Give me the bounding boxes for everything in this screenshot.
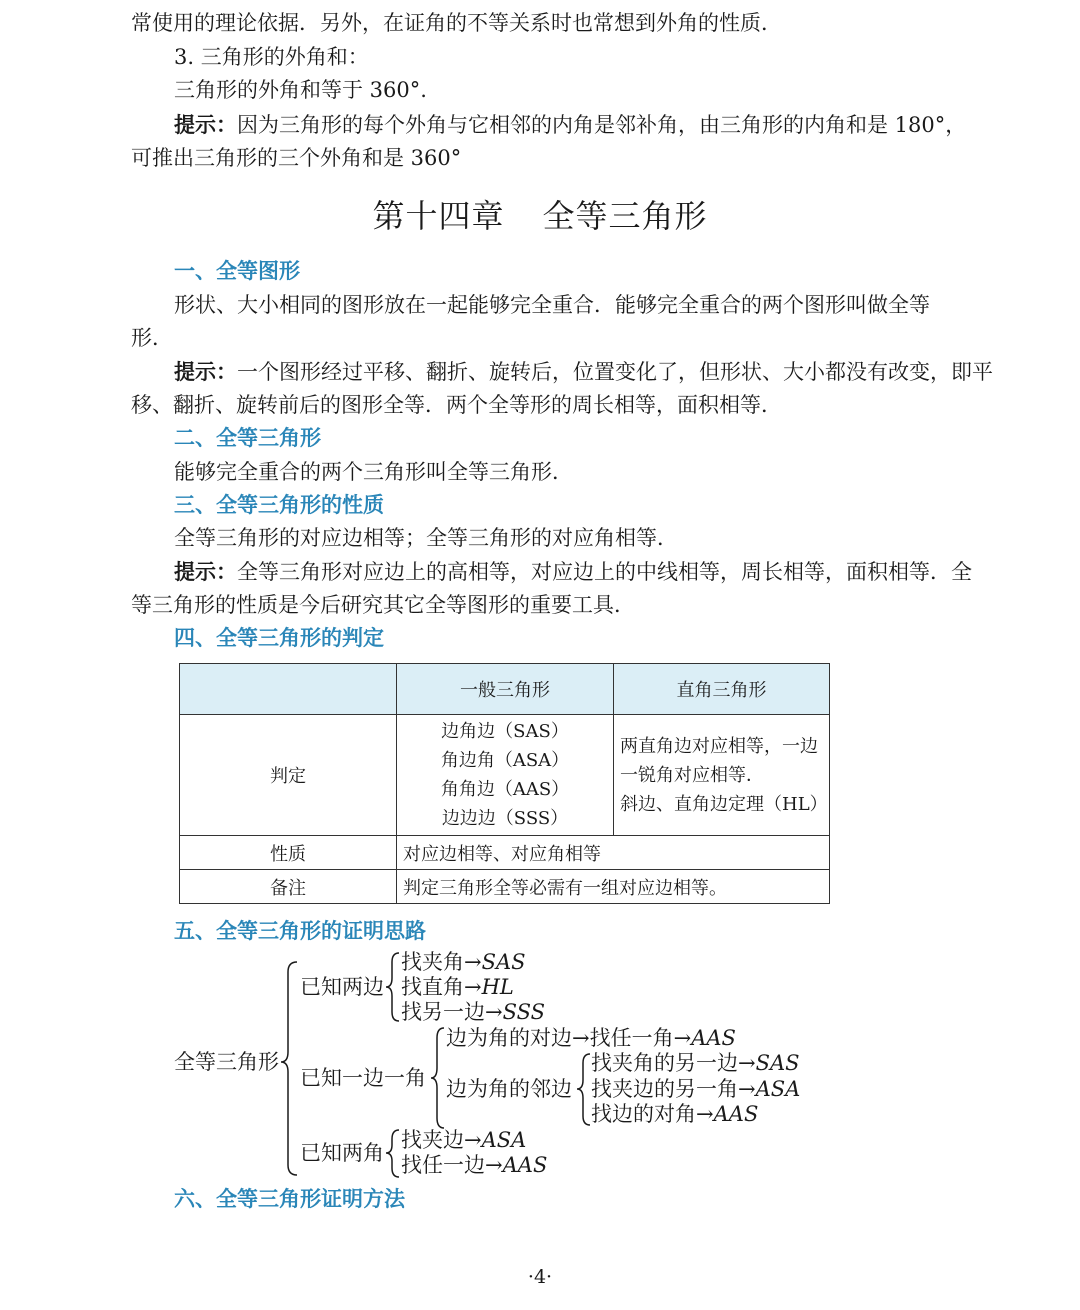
leaf-text: 找任一边→ (401, 1153, 503, 1177)
tree-branch-label: 已知两边 (300, 975, 384, 999)
brace-root (281, 962, 297, 1175)
tree-leaf (401, 950, 526, 975)
leaf-abbr: ASA (481, 1128, 527, 1152)
criterion: 角角边（AAS） (440, 779, 570, 800)
hint-text: 因为三角形的每个外角与它相邻的内角是邻补角，由三角形的内角和是 180°， (237, 113, 967, 137)
criterion: 两直角边对应相等，一边 (620, 735, 818, 757)
table-cell: 判定 (180, 715, 397, 836)
table-cell: 备注 (180, 870, 397, 904)
paragraph-line: 三角形的外角和等于 360°. (174, 78, 427, 102)
leaf-abbr: SAS (481, 950, 526, 974)
paragraph-line: 形状、大小相同的图形放在一起能够完全重合．能够完全重合的两个图形叫做全等 (174, 293, 930, 317)
leaf-abbr: AAS (713, 1102, 759, 1126)
table-cell: 对应边相等、对应角相等 (397, 836, 830, 870)
paragraph-line: 能够完全重合的两个三角形叫全等三角形． (174, 460, 573, 484)
section-heading: 五、全等三角形的证明思路 (174, 919, 426, 943)
brace-side-angle (431, 1028, 444, 1128)
tree-branch-label: 已知一边一角 (300, 1066, 426, 1090)
table-cell: 判定三角形全等必需有一组对应边相等。 (397, 870, 830, 904)
hint-text: 全等三角形对应边上的高相等，对应边上的中线相等，周长相等，面积相等．全 (237, 560, 972, 584)
brace-adjacent (577, 1054, 590, 1125)
criterion: 斜边、直角边定理（HL） (620, 793, 828, 815)
paragraph-line: 常使用的理论依据．另外，在证角的不等关系时也常想到外角的性质． (131, 11, 782, 35)
leaf-abbr: SAS (755, 1051, 800, 1075)
chapter-number: 第十四章 (372, 197, 505, 235)
section-heading: 三、全等三角形的性质 (174, 493, 384, 517)
leaf-abbr: HL (481, 975, 514, 999)
tree-leaf (591, 1077, 800, 1102)
leaf-abbr: AAS (502, 1153, 548, 1177)
tree-leaf (591, 1051, 800, 1076)
table-cell: 性质 (180, 836, 397, 870)
page-number: ·4· (527, 1266, 553, 1288)
table-header-cell: 直角三角形 (614, 664, 830, 715)
leaf-text: 找夹角→ (401, 950, 482, 974)
brace-two-sides (386, 953, 399, 1021)
leaf-text: 边为角的对边→找任一角→ (446, 1026, 692, 1050)
tree-leaf (446, 1026, 736, 1051)
tree-leaf (401, 1000, 545, 1025)
chapter-name: 全等三角形 (542, 197, 708, 235)
leaf-abbr: AAS (691, 1026, 736, 1050)
brace-two-angles (386, 1130, 399, 1177)
tree-leaf (401, 1153, 547, 1178)
paragraph-line: 全等三角形的对应边相等；全等三角形的对应角相等． (174, 526, 678, 550)
leaf-abbr: SSS (502, 1000, 546, 1024)
tree-root: 全等三角形 (174, 1050, 279, 1074)
leaf-text: 找直角→ (401, 975, 482, 999)
leaf-text: 找夹边的另一角→ (591, 1077, 756, 1101)
leaf-abbr: ASA (755, 1077, 801, 1101)
criterion: 边角边（SAS） (441, 721, 569, 742)
hint-label: 提示： (174, 112, 237, 137)
tree-leaf (591, 1102, 758, 1127)
criterion: 一锐角对应相等． (620, 764, 764, 786)
hint-label: 提示： (174, 359, 237, 384)
paragraph-line: 3. 三角形的外角和： (174, 45, 369, 69)
leaf-text: 找夹边→ (401, 1128, 482, 1152)
section-heading: 六、全等三角形证明方法 (174, 1187, 405, 1211)
paragraph-line: 可推出三角形的三个外角和是 360° (131, 146, 462, 170)
tree-leaf (401, 975, 514, 1000)
hint-text: 一个图形经过平移、翻折、旋转后，位置变化了，但形状、大小都没有改变，即平 (237, 360, 993, 384)
section-heading: 二、全等三角形 (174, 426, 321, 450)
table-header-cell: 一般三角形 (397, 664, 614, 715)
leaf-text: 找边的对角→ (591, 1102, 714, 1126)
paragraph-line: 形． (131, 326, 173, 350)
tree-branch-label: 边为角的邻边 (446, 1077, 572, 1101)
criterion: 角边角（ASA） (440, 750, 570, 771)
tree-branch-label: 已知两角 (300, 1141, 384, 1165)
hint-label: 提示： (174, 559, 237, 584)
criterion: 边边边（SSS） (441, 808, 569, 829)
paragraph-line: 移、翻折、旋转前后的图形全等．两个全等形的周长相等，面积相等． (131, 393, 782, 417)
leaf-text: 找另一边→ (401, 1000, 503, 1024)
tree-leaf (401, 1128, 526, 1153)
section-heading: 四、全等三角形的判定 (174, 626, 384, 650)
leaf-text: 找夹角的另一边→ (591, 1051, 756, 1075)
paragraph-line: 等三角形的性质是今后研究其它全等图形的重要工具． (131, 593, 635, 617)
section-heading: 一、全等图形 (174, 259, 300, 283)
